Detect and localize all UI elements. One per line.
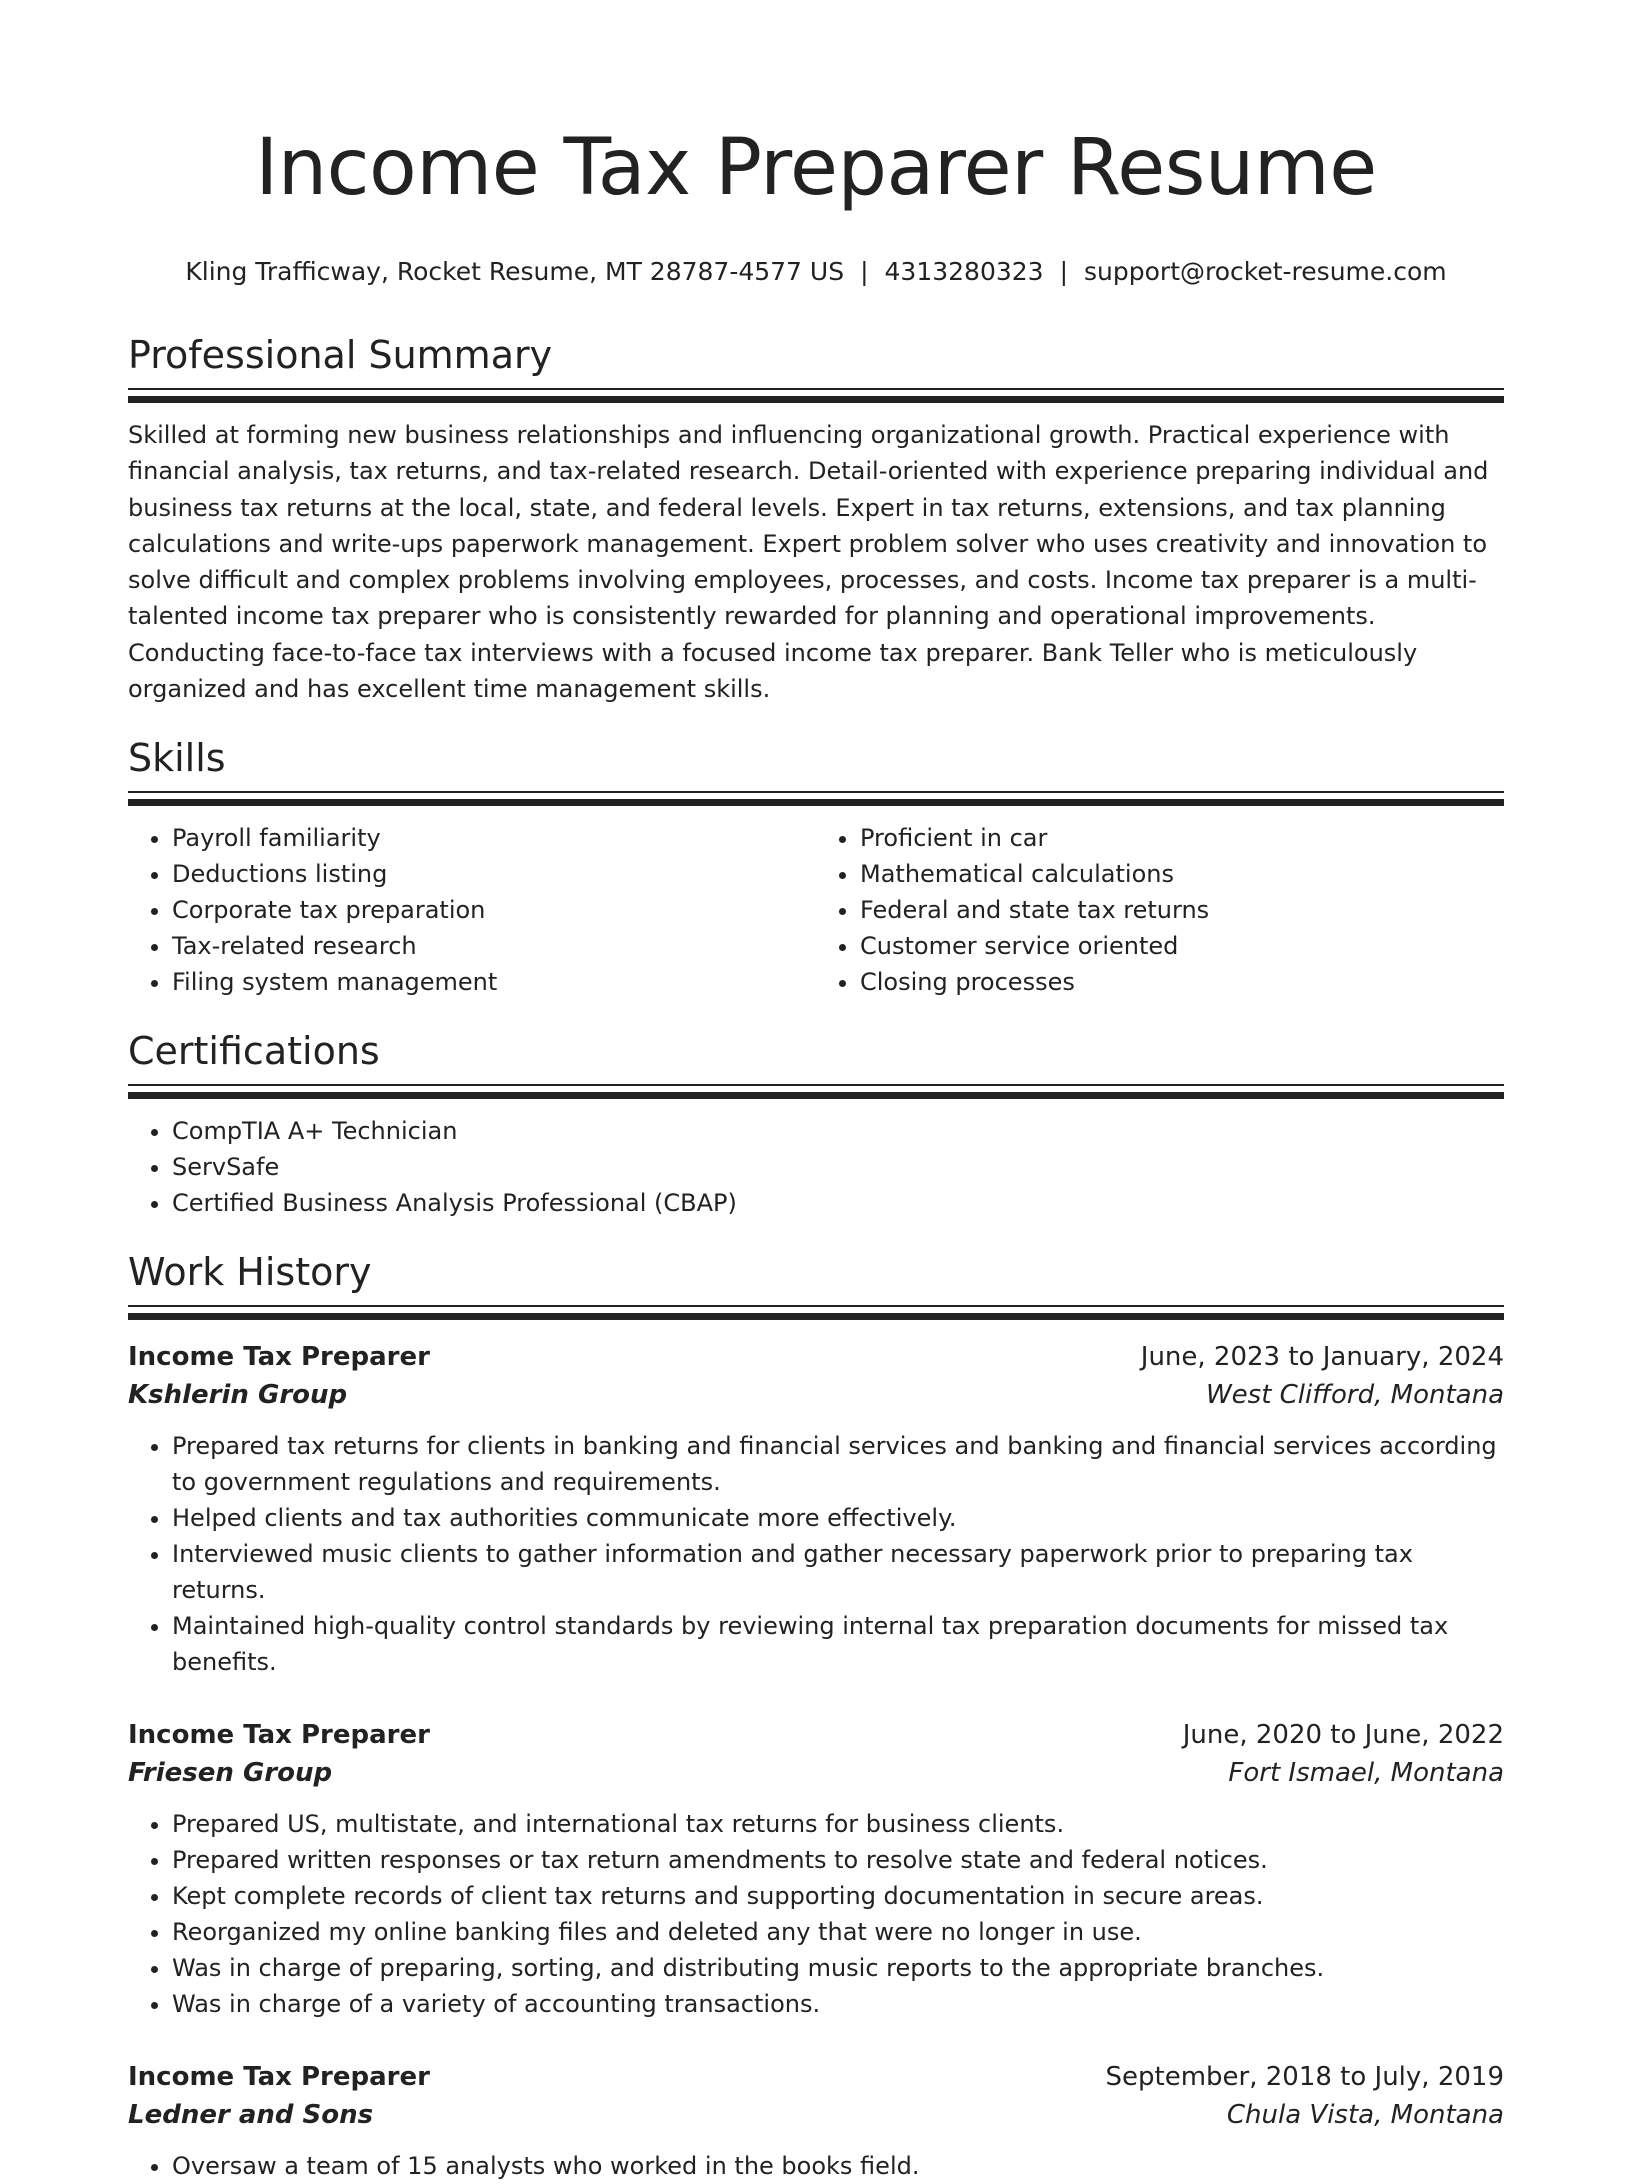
summary-section [128,330,1504,707]
contact-address: Kling Trafficway, Rocket Resume, MT 28787-4577 US [185,257,845,286]
job-header [128,2058,1504,2096]
job-subheader [128,1754,1504,1792]
section-rule-thick [128,799,1504,806]
section-rule-thin [128,791,1504,793]
job-header [128,1716,1504,1754]
job-company: Friesen Group [128,1758,333,1789]
job-location: Chula Vista, Montana [1226,2100,1504,2131]
job-entry [128,1716,1504,2022]
work-history-heading: Work History [128,1250,372,1295]
certifications-section [128,1026,1504,1221]
section-rule-thin [128,1305,1504,1307]
job-subheader [128,1376,1504,1414]
skill-item: • Federal and state tax returns [860,892,1504,928]
contact-separator: | [1059,257,1069,286]
section-rule-thick [128,1313,1504,1320]
job-dates: September, 2018 to July, 2019 [1105,2062,1504,2093]
skill-item: • Proficient in car [860,820,1504,856]
certifications-heading: Certifications [128,1029,380,1074]
certifications-list [128,1113,1504,1221]
contact-email[interactable]: support@rocket-resume.com [1084,257,1447,286]
resume-title: Income Tax Preparer Resume [255,123,1377,213]
section-rule-thick [128,396,1504,403]
job-header [128,1338,1504,1376]
job-location: West Clifford, Montana [1205,1380,1504,1411]
contact-phone: 4313280323 [884,257,1044,286]
job-company: Ledner and Sons [128,2100,374,2131]
skill-item: • Mathematical calculations [860,856,1504,892]
job-bullets [128,2148,1504,2184]
skill-item: • Closing processes [860,964,1504,1000]
job-company: Kshlerin Group [128,1380,348,1411]
skill-item: • Customer service oriented [860,928,1504,964]
certification-item: • Certified Business Analysis Professional (CBAP) [172,1185,1504,1221]
skill-item: • Corporate tax preparation [172,892,816,928]
skills-list-right [816,820,1504,1000]
job-bullet: • Kept complete records of client tax returns and supporting documentation in secure areas. [172,1878,1504,1914]
job-bullet: • Prepared US, multistate, and international tax returns for business clients. [172,1806,1504,1842]
job-bullet: • Oversaw a team of 15 analysts who worked in the books field. [172,2148,1504,2184]
contact-line [128,254,1504,290]
job-title: Income Tax Preparer [128,1342,430,1373]
job-subheader [128,2096,1504,2134]
job-title: Income Tax Preparer [128,1720,430,1751]
job-bullet: • Helped clients and tax authorities communicate more effectively. [172,1500,1504,1536]
job-title: Income Tax Preparer [128,2062,430,2093]
job-bullet: • Was in charge of preparing, sorting, and distributing music reports to the appropriate branches. [172,1950,1504,1986]
job-location: Fort Ismael, Montana [1228,1758,1504,1789]
skill-item: • Tax-related research [172,928,816,964]
skills-columns [128,820,1504,1000]
job-bullet: • Maintained high-quality control standards by reviewing internal tax preparation documents for missed tax benefits. [172,1608,1504,1680]
skill-item: • Filing system management [172,964,816,1000]
certification-item: • ServSafe [172,1149,1504,1185]
job-dates: June, 2023 to January, 2024 [1140,1342,1504,1373]
resume-page [128,0,1504,2184]
skills-list-left [128,820,816,1000]
contact-separator: | [860,257,869,286]
job-entry [128,1338,1504,1680]
job-dates: June, 2020 to June, 2022 [1182,1720,1504,1751]
skills-heading: Skills [128,736,226,781]
skills-section [128,733,1504,1000]
section-rule-thin [128,1084,1504,1086]
section-rule-thin [128,388,1504,390]
summary-heading: Professional Summary [128,333,553,377]
work-history-section [128,1247,1504,2184]
summary-text: Skilled at forming new business relationships and influencing organizational growth. Practical experience with financial analysis, tax returns, and tax-related research. Detail-oriented with experience preparing individual and business tax returns at the local, state, and federal levels. Expert in tax returns, extensions, and tax planning calculations and write-ups paperwork management. Expert problem solver who uses creativity and innovation to solve difficult and complex problems involving employees, processes, and costs. Income tax preparer is a multi-talented income tax preparer who is consistently rewarded for planning and operational improvements. Conducting face-to-face tax interviews with a focused income tax preparer. Bank Teller who is meticulously organized and has excellent time management skills. [128,421,1489,704]
section-rule-thick [128,1092,1504,1099]
job-bullet: • Reorganized my online banking files and deleted any that were no longer in use. [172,1914,1504,1950]
skill-item: • Payroll familiarity [172,820,816,856]
job-bullets [128,1806,1504,2022]
job-bullet: • Prepared written responses or tax return amendments to resolve state and federal notices. [172,1842,1504,1878]
certification-item: • CompTIA A+ Technician [172,1113,1504,1149]
job-bullet: • Interviewed music clients to gather information and gather necessary paperwork prior to preparing tax returns. [172,1536,1504,1608]
job-entry [128,2058,1504,2184]
job-bullet: • Was in charge of a variety of accounting transactions. [172,1986,1504,2022]
job-bullet: • Prepared tax returns for clients in banking and financial services and banking and financial services according to government regulations and requirements. [172,1428,1504,1500]
job-bullets [128,1428,1504,1680]
skill-item: • Deductions listing [172,856,816,892]
